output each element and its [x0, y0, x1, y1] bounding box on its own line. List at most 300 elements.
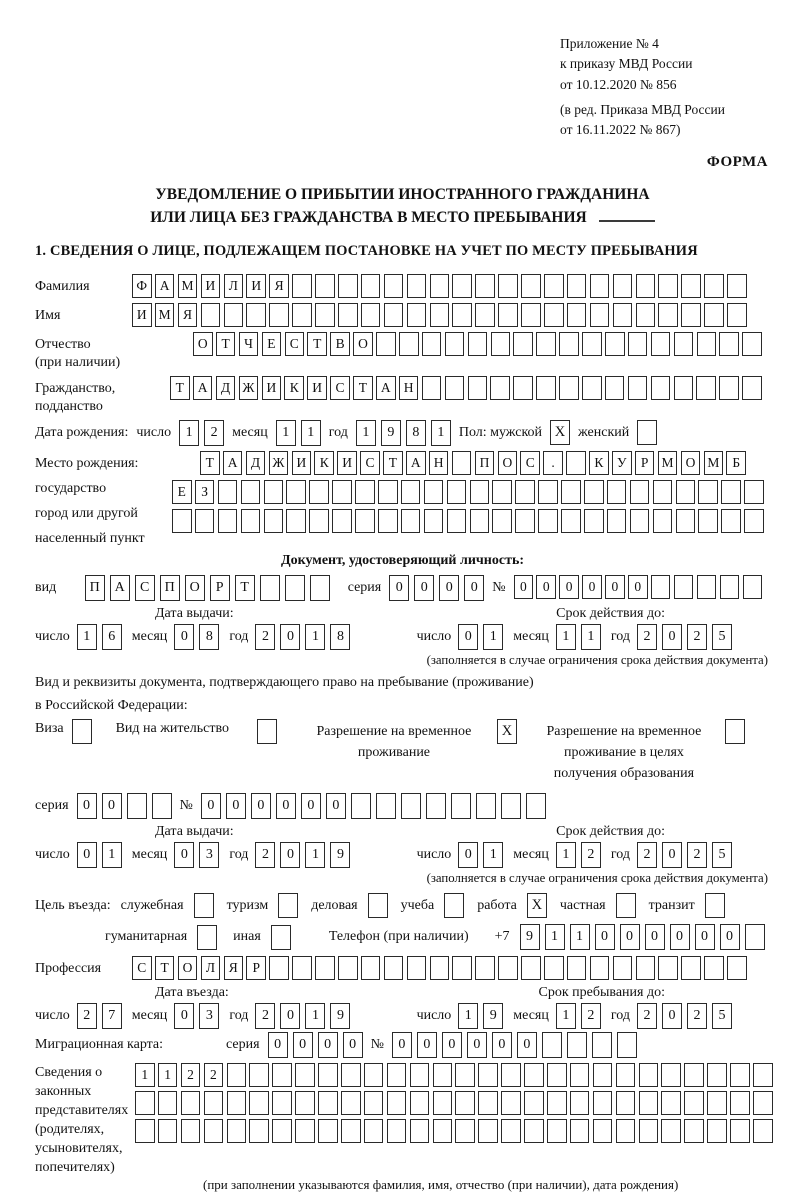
- surname-char-box[interactable]: [658, 274, 678, 298]
- profession-char-box[interactable]: [430, 956, 450, 980]
- name-char-box[interactable]: [269, 303, 289, 327]
- patronymic-char-box[interactable]: [399, 332, 419, 356]
- permit-number-box[interactable]: 0: [276, 793, 296, 819]
- legal-reps-char-box[interactable]: [501, 1091, 521, 1115]
- birthplace-char-box[interactable]: .: [543, 451, 563, 475]
- patronymic-char-box[interactable]: [651, 332, 671, 356]
- stay-year-cells[interactable]: [637, 1003, 732, 1029]
- birthplace-char-box[interactable]: С: [360, 451, 380, 475]
- birthplace-char-box[interactable]: [424, 509, 444, 533]
- legal-reps-char-box[interactable]: [318, 1119, 338, 1143]
- migcard-number-box[interactable]: 0: [492, 1032, 512, 1058]
- surname-char-box[interactable]: И: [201, 274, 221, 298]
- doc-issue-day-cells[interactable]: [77, 624, 122, 650]
- name-char-box[interactable]: [613, 303, 633, 327]
- doc-expiry-month-box[interactable]: 1: [556, 624, 576, 650]
- birthplace-row1-cells[interactable]: [200, 451, 764, 475]
- surname-char-box[interactable]: Л: [224, 274, 244, 298]
- legal-reps-char-box[interactable]: 2: [181, 1063, 201, 1087]
- citizenship-char-box[interactable]: [582, 376, 602, 400]
- name-char-box[interactable]: [681, 303, 701, 327]
- birthplace-char-box[interactable]: И: [337, 451, 357, 475]
- permit-number-cells[interactable]: [201, 793, 546, 819]
- birth-month-box[interactable]: 1: [301, 420, 321, 446]
- stay-day-box[interactable]: 1: [458, 1003, 478, 1029]
- phone-digit-box[interactable]: 0: [670, 924, 690, 950]
- name-char-box[interactable]: И: [132, 303, 152, 327]
- permit-expiry-month-box[interactable]: 2: [581, 842, 601, 868]
- legal-reps-char-box[interactable]: [341, 1063, 361, 1087]
- permit-expiry-day-box[interactable]: 1: [483, 842, 503, 868]
- name-char-box[interactable]: [384, 303, 404, 327]
- profession-char-box[interactable]: [681, 956, 701, 980]
- legal-reps-char-box[interactable]: [639, 1119, 659, 1143]
- patronymic-char-box[interactable]: В: [330, 332, 350, 356]
- birthplace-char-box[interactable]: Ж: [269, 451, 289, 475]
- profession-char-box[interactable]: [315, 956, 335, 980]
- birthplace-char-box[interactable]: [218, 480, 238, 504]
- permit-expiry-year-box[interactable]: 2: [637, 842, 657, 868]
- citizenship-cells[interactable]: [170, 376, 762, 400]
- permit-number-box[interactable]: 0: [326, 793, 346, 819]
- legal-reps-char-box[interactable]: [639, 1091, 659, 1115]
- legal-reps-char-box[interactable]: [547, 1091, 567, 1115]
- birthplace-char-box[interactable]: Н: [429, 451, 449, 475]
- legal-reps-char-box[interactable]: 2: [204, 1063, 224, 1087]
- permit-number-box[interactable]: [501, 793, 521, 819]
- stay-year-box[interactable]: 2: [687, 1003, 707, 1029]
- name-char-box[interactable]: [246, 303, 266, 327]
- permit-expiry-month-cells[interactable]: [556, 842, 601, 868]
- surname-char-box[interactable]: [590, 274, 610, 298]
- stay-day-box[interactable]: 9: [483, 1003, 503, 1029]
- legal-reps-char-box[interactable]: [661, 1119, 681, 1143]
- birthplace-char-box[interactable]: [492, 480, 512, 504]
- birthplace-char-box[interactable]: [286, 509, 306, 533]
- profession-char-box[interactable]: [567, 956, 587, 980]
- surname-char-box[interactable]: [704, 274, 724, 298]
- doc-number-box[interactable]: 0: [514, 575, 534, 599]
- birth-day-box[interactable]: 1: [179, 420, 199, 446]
- name-char-box[interactable]: [452, 303, 472, 327]
- stay-month-cells[interactable]: [556, 1003, 601, 1029]
- surname-char-box[interactable]: [613, 274, 633, 298]
- phone-digit-box[interactable]: 0: [720, 924, 740, 950]
- doc-type-char-box[interactable]: П: [160, 575, 180, 601]
- legal-reps-char-box[interactable]: [295, 1091, 315, 1115]
- citizenship-char-box[interactable]: С: [330, 376, 350, 400]
- citizenship-char-box[interactable]: [674, 376, 694, 400]
- name-char-box[interactable]: [498, 303, 518, 327]
- permit-number-box[interactable]: 0: [201, 793, 221, 819]
- doc-issue-year-box[interactable]: 0: [280, 624, 300, 650]
- legal-reps-char-box[interactable]: [318, 1091, 338, 1115]
- permit-issue-day-cells[interactable]: [77, 842, 122, 868]
- birthplace-char-box[interactable]: [332, 480, 352, 504]
- patronymic-char-box[interactable]: [742, 332, 762, 356]
- legal-reps-char-box[interactable]: [478, 1091, 498, 1115]
- doc-number-box[interactable]: [651, 575, 671, 599]
- migcard-seriya-box[interactable]: 0: [343, 1032, 363, 1058]
- legal-reps-char-box[interactable]: [249, 1119, 269, 1143]
- phone-digit-box[interactable]: 9: [520, 924, 540, 950]
- permit-seriya-cells[interactable]: [77, 793, 172, 819]
- profession-char-box[interactable]: [475, 956, 495, 980]
- permit-seriya-box[interactable]: 0: [102, 793, 122, 819]
- patronymic-char-box[interactable]: О: [353, 332, 373, 356]
- surname-char-box[interactable]: [338, 274, 358, 298]
- legal-reps-char-box[interactable]: [684, 1091, 704, 1115]
- doc-expiry-day-box[interactable]: 1: [483, 624, 503, 650]
- birthplace-char-box[interactable]: [241, 480, 261, 504]
- name-char-box[interactable]: Я: [178, 303, 198, 327]
- citizenship-char-box[interactable]: [513, 376, 533, 400]
- birthplace-char-box[interactable]: М: [704, 451, 724, 475]
- patronymic-char-box[interactable]: [491, 332, 511, 356]
- birthplace-char-box[interactable]: [607, 480, 627, 504]
- doc-type-char-box[interactable]: [260, 575, 280, 601]
- doc-expiry-year-box[interactable]: 2: [687, 624, 707, 650]
- profession-char-box[interactable]: [590, 956, 610, 980]
- doc-expiry-year-box[interactable]: 5: [712, 624, 732, 650]
- permit-number-box[interactable]: [451, 793, 471, 819]
- birthplace-char-box[interactable]: О: [498, 451, 518, 475]
- legal-reps-char-box[interactable]: [616, 1091, 636, 1115]
- doc-issue-year-box[interactable]: 2: [255, 624, 275, 650]
- legal-reps-row3-cells[interactable]: [135, 1119, 773, 1143]
- migcard-seriya-box[interactable]: 0: [293, 1032, 313, 1058]
- entry-month-box[interactable]: 3: [199, 1003, 219, 1029]
- birthplace-char-box[interactable]: [401, 480, 421, 504]
- permit-issue-year-cells[interactable]: [255, 842, 350, 868]
- birth-month-box[interactable]: 1: [276, 420, 296, 446]
- checkbox-vid-na-zhitelstvo[interactable]: [257, 719, 277, 744]
- legal-reps-char-box[interactable]: [318, 1063, 338, 1087]
- birthplace-char-box[interactable]: [492, 509, 512, 533]
- name-char-box[interactable]: М: [155, 303, 175, 327]
- permit-number-box[interactable]: [351, 793, 371, 819]
- birthplace-char-box[interactable]: Т: [200, 451, 220, 475]
- entry-year-box[interactable]: 1: [305, 1003, 325, 1029]
- doc-type-char-box[interactable]: [310, 575, 330, 601]
- birthplace-char-box[interactable]: [538, 509, 558, 533]
- legal-reps-char-box[interactable]: [455, 1119, 475, 1143]
- legal-reps-char-box[interactable]: [272, 1119, 292, 1143]
- legal-reps-char-box[interactable]: 1: [158, 1063, 178, 1087]
- birthplace-char-box[interactable]: [470, 480, 490, 504]
- legal-reps-char-box[interactable]: [547, 1063, 567, 1087]
- doc-seriya-box[interactable]: 0: [439, 575, 459, 601]
- doc-issue-year-box[interactable]: 1: [305, 624, 325, 650]
- legal-reps-char-box[interactable]: [227, 1091, 247, 1115]
- name-char-box[interactable]: [361, 303, 381, 327]
- legal-reps-char-box[interactable]: [501, 1119, 521, 1143]
- birthplace-char-box[interactable]: [355, 509, 375, 533]
- permit-expiry-month-box[interactable]: 1: [556, 842, 576, 868]
- birthplace-char-box[interactable]: [515, 480, 535, 504]
- permit-expiry-year-box[interactable]: 2: [687, 842, 707, 868]
- birthplace-char-box[interactable]: [698, 509, 718, 533]
- birth-year-cells[interactable]: [356, 420, 451, 446]
- permit-number-box[interactable]: [426, 793, 446, 819]
- citizenship-char-box[interactable]: И: [307, 376, 327, 400]
- doc-number-box[interactable]: [697, 575, 717, 599]
- doc-number-box[interactable]: 0: [628, 575, 648, 599]
- citizenship-char-box[interactable]: [651, 376, 671, 400]
- legal-reps-char-box[interactable]: [181, 1091, 201, 1115]
- legal-reps-char-box[interactable]: [295, 1119, 315, 1143]
- birth-year-box[interactable]: 9: [381, 420, 401, 446]
- legal-reps-char-box[interactable]: [524, 1063, 544, 1087]
- birthplace-char-box[interactable]: [653, 509, 673, 533]
- migcard-number-cells[interactable]: [392, 1032, 637, 1058]
- birthplace-char-box[interactable]: К: [314, 451, 334, 475]
- permit-seriya-box[interactable]: 0: [77, 793, 97, 819]
- permit-seriya-box[interactable]: [152, 793, 172, 819]
- legal-reps-char-box[interactable]: [341, 1119, 361, 1143]
- name-char-box[interactable]: [521, 303, 541, 327]
- surname-char-box[interactable]: М: [178, 274, 198, 298]
- checkbox-rvp-obrazovanie[interactable]: [725, 719, 745, 744]
- birthplace-char-box[interactable]: [332, 509, 352, 533]
- legal-reps-char-box[interactable]: [547, 1119, 567, 1143]
- patronymic-char-box[interactable]: [605, 332, 625, 356]
- legal-reps-char-box[interactable]: [410, 1091, 430, 1115]
- name-char-box[interactable]: [224, 303, 244, 327]
- birthplace-char-box[interactable]: [676, 480, 696, 504]
- legal-reps-char-box[interactable]: [753, 1119, 773, 1143]
- checkbox-sex-female[interactable]: [637, 420, 657, 445]
- profession-char-box[interactable]: [407, 956, 427, 980]
- birthplace-char-box[interactable]: [744, 480, 764, 504]
- surname-char-box[interactable]: [452, 274, 472, 298]
- birthplace-char-box[interactable]: [607, 509, 627, 533]
- patronymic-char-box[interactable]: [674, 332, 694, 356]
- name-char-box[interactable]: [407, 303, 427, 327]
- doc-number-box[interactable]: [743, 575, 763, 599]
- doc-type-char-box[interactable]: Р: [210, 575, 230, 601]
- profession-char-box[interactable]: [292, 956, 312, 980]
- birthplace-char-box[interactable]: [241, 509, 261, 533]
- birthplace-char-box[interactable]: [452, 451, 472, 475]
- name-char-box[interactable]: [590, 303, 610, 327]
- doc-number-box[interactable]: [674, 575, 694, 599]
- legal-reps-char-box[interactable]: [570, 1119, 590, 1143]
- stay-month-box[interactable]: 1: [556, 1003, 576, 1029]
- birthplace-char-box[interactable]: [538, 480, 558, 504]
- legal-reps-char-box[interactable]: [295, 1063, 315, 1087]
- patronymic-char-box[interactable]: [468, 332, 488, 356]
- citizenship-char-box[interactable]: [445, 376, 465, 400]
- patronymic-char-box[interactable]: Ч: [239, 332, 259, 356]
- doc-issue-day-box[interactable]: 6: [102, 624, 122, 650]
- permit-number-box[interactable]: 0: [301, 793, 321, 819]
- doc-seriya-cells[interactable]: [389, 575, 484, 601]
- legal-reps-char-box[interactable]: [364, 1063, 384, 1087]
- permit-number-box[interactable]: [526, 793, 546, 819]
- birthplace-char-box[interactable]: А: [223, 451, 243, 475]
- citizenship-char-box[interactable]: Н: [399, 376, 419, 400]
- doc-seriya-box[interactable]: 0: [389, 575, 409, 601]
- birth-year-box[interactable]: 8: [406, 420, 426, 446]
- birthplace-char-box[interactable]: [309, 480, 329, 504]
- patronymic-char-box[interactable]: [376, 332, 396, 356]
- birthplace-char-box[interactable]: [218, 509, 238, 533]
- migcard-number-box[interactable]: [567, 1032, 587, 1058]
- birthplace-char-box[interactable]: [744, 509, 764, 533]
- stay-month-box[interactable]: 2: [581, 1003, 601, 1029]
- legal-reps-char-box[interactable]: [501, 1063, 521, 1087]
- name-char-box[interactable]: [201, 303, 221, 327]
- profession-char-box[interactable]: [704, 956, 724, 980]
- profession-cells[interactable]: [132, 956, 747, 980]
- birthplace-char-box[interactable]: [721, 480, 741, 504]
- permit-seriya-box[interactable]: [127, 793, 147, 819]
- entry-year-box[interactable]: 9: [330, 1003, 350, 1029]
- patronymic-char-box[interactable]: Е: [262, 332, 282, 356]
- profession-char-box[interactable]: [452, 956, 472, 980]
- stay-day-cells[interactable]: [458, 1003, 503, 1029]
- patronymic-char-box[interactable]: С: [285, 332, 305, 356]
- profession-char-box[interactable]: [498, 956, 518, 980]
- profession-char-box[interactable]: Л: [201, 956, 221, 980]
- legal-reps-char-box[interactable]: [249, 1063, 269, 1087]
- legal-reps-char-box[interactable]: [593, 1063, 613, 1087]
- checkbox-rabota[interactable]: X: [527, 893, 547, 918]
- birthplace-char-box[interactable]: [630, 509, 650, 533]
- permit-issue-month-box[interactable]: 3: [199, 842, 219, 868]
- name-char-box[interactable]: [658, 303, 678, 327]
- checkbox-ucheba[interactable]: [444, 893, 464, 918]
- citizenship-char-box[interactable]: Т: [353, 376, 373, 400]
- surname-char-box[interactable]: [292, 274, 312, 298]
- birthplace-char-box[interactable]: [378, 480, 398, 504]
- entry-month-cells[interactable]: [174, 1003, 219, 1029]
- birthplace-char-box[interactable]: [378, 509, 398, 533]
- birthplace-char-box[interactable]: [264, 509, 284, 533]
- birthplace-char-box[interactable]: [424, 480, 444, 504]
- citizenship-char-box[interactable]: А: [193, 376, 213, 400]
- legal-reps-char-box[interactable]: [135, 1119, 155, 1143]
- citizenship-char-box[interactable]: Д: [216, 376, 236, 400]
- doc-type-cells[interactable]: [85, 575, 330, 601]
- birthplace-char-box[interactable]: [447, 509, 467, 533]
- doc-number-box[interactable]: 0: [582, 575, 602, 599]
- birth-year-box[interactable]: 1: [356, 420, 376, 446]
- doc-number-cells[interactable]: [514, 575, 762, 599]
- name-char-box[interactable]: [567, 303, 587, 327]
- stay-year-box[interactable]: 5: [712, 1003, 732, 1029]
- profession-char-box[interactable]: [269, 956, 289, 980]
- surname-char-box[interactable]: [498, 274, 518, 298]
- checkbox-chastnaya[interactable]: [616, 893, 636, 918]
- surname-char-box[interactable]: [407, 274, 427, 298]
- legal-reps-char-box[interactable]: [455, 1091, 475, 1115]
- name-char-box[interactable]: [544, 303, 564, 327]
- birthplace-char-box[interactable]: К: [589, 451, 609, 475]
- birthplace-char-box[interactable]: [286, 480, 306, 504]
- legal-reps-char-box[interactable]: [593, 1091, 613, 1115]
- permit-number-box[interactable]: [476, 793, 496, 819]
- patronymic-char-box[interactable]: [536, 332, 556, 356]
- legal-reps-char-box[interactable]: [204, 1119, 224, 1143]
- legal-reps-char-box[interactable]: [593, 1119, 613, 1143]
- migcard-number-box[interactable]: 0: [442, 1032, 462, 1058]
- legal-reps-char-box[interactable]: [707, 1063, 727, 1087]
- birthplace-char-box[interactable]: Д: [246, 451, 266, 475]
- profession-char-box[interactable]: [338, 956, 358, 980]
- legal-reps-char-box[interactable]: [478, 1119, 498, 1143]
- legal-reps-char-box[interactable]: [364, 1119, 384, 1143]
- phone-digit-box[interactable]: 0: [595, 924, 615, 950]
- permit-expiry-year-box[interactable]: 5: [712, 842, 732, 868]
- citizenship-char-box[interactable]: [422, 376, 442, 400]
- permit-issue-month-cells[interactable]: [174, 842, 219, 868]
- birthplace-char-box[interactable]: [309, 509, 329, 533]
- legal-reps-char-box[interactable]: [524, 1119, 544, 1143]
- checkbox-sex-male[interactable]: X: [550, 420, 570, 445]
- doc-type-char-box[interactable]: С: [135, 575, 155, 601]
- profession-char-box[interactable]: [361, 956, 381, 980]
- legal-reps-char-box[interactable]: 1: [135, 1063, 155, 1087]
- migcard-seriya-box[interactable]: 0: [318, 1032, 338, 1058]
- surname-char-box[interactable]: [361, 274, 381, 298]
- birthplace-char-box[interactable]: Р: [635, 451, 655, 475]
- legal-reps-char-box[interactable]: [433, 1063, 453, 1087]
- legal-reps-char-box[interactable]: [524, 1091, 544, 1115]
- legal-reps-char-box[interactable]: [753, 1063, 773, 1087]
- legal-reps-char-box[interactable]: [410, 1063, 430, 1087]
- legal-reps-char-box[interactable]: [158, 1119, 178, 1143]
- legal-reps-char-box[interactable]: [707, 1119, 727, 1143]
- permit-issue-year-box[interactable]: 9: [330, 842, 350, 868]
- doc-issue-month-box[interactable]: 8: [199, 624, 219, 650]
- checkbox-viza[interactable]: [72, 719, 92, 744]
- legal-reps-char-box[interactable]: [684, 1063, 704, 1087]
- surname-char-box[interactable]: [681, 274, 701, 298]
- checkbox-inaya[interactable]: [271, 925, 291, 950]
- migcard-number-box[interactable]: [617, 1032, 637, 1058]
- surname-char-box[interactable]: Я: [269, 274, 289, 298]
- permit-issue-day-box[interactable]: 0: [77, 842, 97, 868]
- patronymic-char-box[interactable]: [628, 332, 648, 356]
- legal-reps-char-box[interactable]: [272, 1063, 292, 1087]
- citizenship-char-box[interactable]: [742, 376, 762, 400]
- citizenship-char-box[interactable]: [468, 376, 488, 400]
- birthplace-char-box[interactable]: П: [475, 451, 495, 475]
- doc-number-box[interactable]: 0: [559, 575, 579, 599]
- permit-issue-month-box[interactable]: 0: [174, 842, 194, 868]
- migcard-seriya-cells[interactable]: [268, 1032, 363, 1058]
- patronymic-char-box[interactable]: О: [193, 332, 213, 356]
- patronymic-char-box[interactable]: [582, 332, 602, 356]
- patronymic-char-box[interactable]: [559, 332, 579, 356]
- patronymic-char-box[interactable]: [513, 332, 533, 356]
- profession-char-box[interactable]: [727, 956, 747, 980]
- legal-reps-char-box[interactable]: [387, 1091, 407, 1115]
- migcard-number-box[interactable]: 0: [392, 1032, 412, 1058]
- birthplace-char-box[interactable]: [561, 509, 581, 533]
- surname-char-box[interactable]: [384, 274, 404, 298]
- permit-issue-year-box[interactable]: 1: [305, 842, 325, 868]
- legal-reps-char-box[interactable]: [661, 1063, 681, 1087]
- patronymic-char-box[interactable]: [719, 332, 739, 356]
- birthplace-char-box[interactable]: З: [195, 480, 215, 504]
- legal-reps-char-box[interactable]: [616, 1119, 636, 1143]
- profession-char-box[interactable]: [613, 956, 633, 980]
- migcard-seriya-box[interactable]: 0: [268, 1032, 288, 1058]
- birthplace-char-box[interactable]: [721, 509, 741, 533]
